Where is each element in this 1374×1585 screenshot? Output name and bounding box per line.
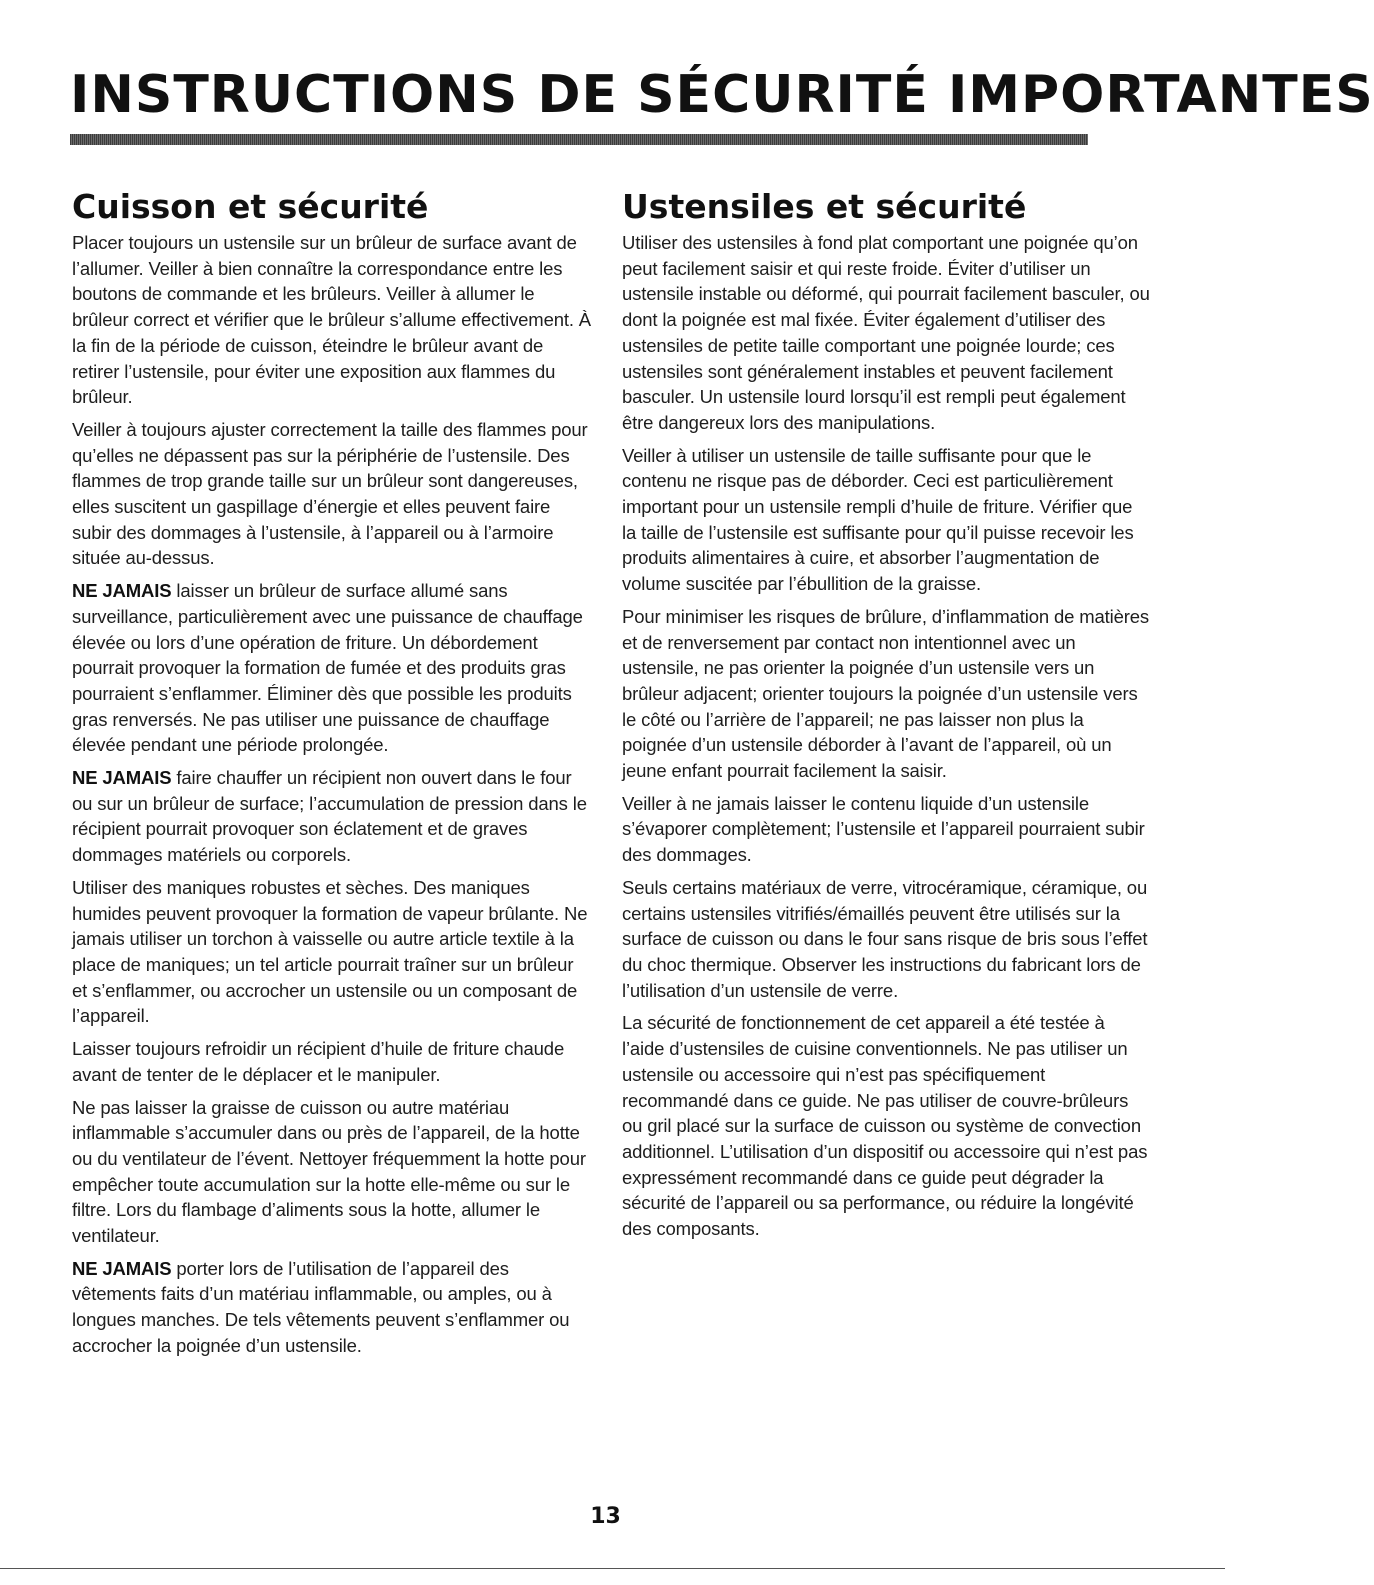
body-paragraph: [622, 875, 1150, 1004]
body-paragraph: [622, 230, 1150, 436]
body-paragraph: [72, 1095, 592, 1249]
paragraph-text: faire chauffer un récipient non ouvert dans le four ou sur un brûleur de surface; l’accumulation de pression dans le récipient pourrait provoquer son éclatement et de graves dommages matériels ou corporels.: [72, 767, 587, 866]
paragraph-text: Ne pas laisser la graisse de cuisson ou autre matériau inflammable s’accumuler dans ou près de l’appareil, de la hotte ou du ventilateur de l’évent. Nettoyer fréquemment la hotte pour empêcher toute accumulation sur la hotte elle-même ou sur le filtre. Lors du flambage d’aliments sous la hotte, allumer le ventilateur.: [72, 1096, 586, 1247]
body-paragraph: [72, 875, 592, 1029]
paragraph-text: Placer toujours un ustensile sur un brûleur de surface avant de l’allumer. Veiller à bien connaître la correspondance entre les boutons de commande et les brûleurs. Veiller à allumer le brûleur correct et vérifier que le brûleur s’allume effectivement. À la fin de la période de cuisson, éteindre le brûleur avant de retirer l’ustensile, pour éviter une exposition aux flammes du brûleur.: [72, 232, 592, 408]
paragraph-text: Utiliser des ustensiles à fond plat comportant une poignée qu’on peut facilement saisir et qui reste froide. Éviter d’utiliser un ustensile instable ou déformé, qui pourrait facilement basculer, ou dont la poignée est mal fixée. Éviter également d’utiliser des ustensiles de petite taille comportant une poignée lourde; ces ustensiles sont généralement instables et peuvent facilement basculer. Un ustensile lourd lorsqu’il est rempli peut également être dangereux lors des manipulations.: [622, 232, 1150, 433]
page-title: INSTRUCTIONS DE SÉCURITÉ IMPORTANTES: [70, 65, 1374, 125]
body-paragraph: [622, 1010, 1150, 1241]
paragraph-text: porter lors de l’utilisation de l’appareil des vêtements faits d’un matériau inflammable, ou amples, ou à longues manches. De tels vêtements peuvent s’enflammer ou accrocher la poignée d’un ustensile.: [72, 1257, 570, 1356]
paragraph-text: Veiller à ne jamais laisser le contenu liquide d’un ustensile s’évaporer complètement; l’ustensile et l’appareil pourraient subir des dommages.: [622, 792, 1145, 866]
warning-lead: NE JAMAIS: [72, 580, 172, 602]
page-bottom-rule: [0, 1568, 1225, 1569]
paragraph-text: La sécurité de fonctionnement de cet appareil a été testée à l’aide d’ustensiles de cuisine conventionnels. Ne pas utiliser un ustensile ou accessoire qui n’est pas spécifiquement recommandé dans ce guide. Ne pas utiliser de couvre-brûleurs ou gril placé sur la surface de cuisson ou système de convection additionnel. L’utilisation d’un dispositif ou accessoire qui n’est pas expressément recommandé dans ce guide peut dégrader la sécurité de l’appareil ou sa performance, ou réduire la longévité des composants.: [622, 1012, 1148, 1240]
paragraph-text: Veiller à utiliser un ustensile de taille suffisante pour que le contenu ne risque pas de déborder. Ceci est particulièrement important pour un ustensile rempli d’huile de friture. Vérifier que la taille de l’ustensile est suffisante pour qu’il puisse recevoir les produits alimentaires à cuire, et absorber l’augmentation de volume suscitée par l’ébullition de la graisse.: [622, 444, 1134, 595]
paragraph-list: [622, 230, 1150, 1242]
section-heading-cookware-safety: Ustensiles et sécurité: [622, 187, 1027, 226]
title-rule: [70, 134, 1088, 145]
body-paragraph: [72, 230, 592, 410]
body-paragraph: [72, 1256, 592, 1359]
paragraph-text: laisser un brûleur de surface allumé sans surveillance, particulièrement avec une puissance de chauffage élevée ou lors d’une opération de friture. Un débordement pourrait provoquer la formation de fumée et des produits gras pourraient s’enflammer. Éliminer dès que possible les produits gras renversés. Ne pas utiliser une puissance de chauffage élevée pendant une période prolongée.: [72, 580, 583, 756]
body-paragraph: [622, 791, 1150, 868]
column-cookware-safety: [622, 186, 1150, 1249]
body-paragraph: [622, 443, 1150, 597]
paragraph-text: Laisser toujours refroidir un récipient d’huile de friture chaude avant de tenter de le déplacer et le manipuler.: [72, 1038, 565, 1085]
body-paragraph: [72, 417, 592, 571]
paragraph-text: Seuls certains matériaux de verre, vitrocéramique, céramique, ou certains ustensiles vitrifiés/émaillés peuvent être utilisés sur la surface de cuisson ou dans le four sans risque de bris sous l’effet du choc thermique. Observer les instructions du fabricant lors de l’utilisation d’un ustensile de verre.: [622, 876, 1148, 1001]
body-paragraph: [72, 765, 592, 868]
warning-lead: NE JAMAIS: [72, 1257, 172, 1279]
warning-lead: NE JAMAIS: [72, 767, 172, 789]
paragraph-text: Utiliser des maniques robustes et sèches. Des maniques humides peuvent provoquer la formation de vapeur brûlante. Ne jamais utiliser un torchon à vaisselle ou autre article textile à la place de maniques; un tel article pourrait traîner sur un brûleur et s’enflammer, ou accrocher un ustensile ou un composant de l’appareil.: [72, 876, 588, 1027]
paragraph-list: [72, 230, 592, 1359]
body-paragraph: [622, 604, 1150, 784]
section-heading-cooking-safety: Cuisson et sécurité: [72, 187, 429, 226]
paragraph-text: Veiller à toujours ajuster correctement la taille des flammes pour qu’elles ne dépassent pas sur la périphérie de l’ustensile. Des flammes de trop grande taille sur un brûleur sont dangereuses, elles suscitent un gaspillage d’énergie et elles peuvent faire subir des dommages à l’ustensile, à l’appareil ou à l’armoire située au-dessus.: [72, 418, 588, 569]
body-paragraph: [72, 578, 592, 758]
paragraph-text: Pour minimiser les risques de brûlure, d’inflammation de matières et de renversement par contact non intentionnel avec un ustensile, ne pas orienter la poignée d’un ustensile vers un brûleur adjacent; orienter toujours la poignée d’un ustensile vers le côté ou l’arrière de l’appareil; ne pas laisser non plus la poignée d’un ustensile déborder à l’avant de l’appareil, où un jeune enfant pourrait facilement la saisir.: [622, 605, 1149, 782]
column-cooking-safety: [72, 186, 592, 1366]
body-paragraph: [72, 1036, 592, 1087]
page-number: 13: [590, 1504, 621, 1529]
